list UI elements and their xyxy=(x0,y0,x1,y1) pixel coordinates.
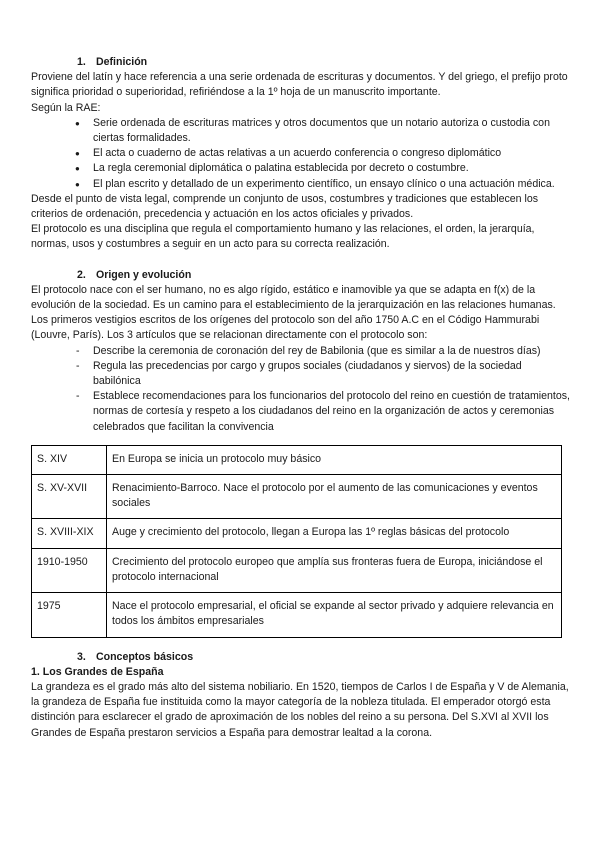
list-item: ● El plan escrito y detallado de un experimento científico, un ensayo clínico o una actuación médica. xyxy=(31,177,571,192)
paragraph: El protocolo es una disciplina que regula el comportamiento humano y las relaciones, el orden, la jerarquía, normas, usos y costumbres a seguir en un acto para su correcta realización. xyxy=(31,223,535,251)
table-cell-description: En Europa se inicia un protocolo muy básico xyxy=(107,445,562,474)
list-item: ● Serie ordenada de escrituras matrices y otros documentos que un notario autoriza o custodia con ciertas formalidades. xyxy=(31,116,571,146)
table-cell-description: Crecimiento del protocolo europeo que amplía sus fronteras fuera de Europa, iniciándose el protocolo internacional xyxy=(107,548,562,592)
list-item: ● La regla ceremonial diplomática o palatina establecida por decreto o costumbre. xyxy=(31,161,571,176)
table-row xyxy=(32,548,562,592)
paragraph: Desde el punto de vista legal, comprende un conjunto de usos, costumbres y tradiciones que establecen los criterios de ordenación, precedencia y actuación en los actos oficiales y privados. xyxy=(31,192,539,221)
table-cell-description: Nace el protocolo empresarial, el oficial se expande al sector privado y adquiere relevancia en todos los ámbitos empresariales xyxy=(107,593,562,637)
table-row xyxy=(32,445,562,474)
table-row xyxy=(32,593,562,637)
section-number: 1. xyxy=(77,56,86,68)
table-cell-period: S. XVIII-XIX xyxy=(32,519,107,548)
table-cell-period: 1910-1950 xyxy=(32,548,107,592)
list-item: ● El acta o cuaderno de actas relativas a un acuerdo conferencia o congreso diplomático xyxy=(31,146,571,161)
section-heading-origen xyxy=(31,268,571,283)
section-heading-definicion xyxy=(31,55,571,70)
document-page xyxy=(31,55,571,741)
subsection-title: 1. Los Grandes de España xyxy=(31,665,164,678)
paragraph: El protocolo nace con el ser humano, no es algo rígido, estático e inamovible ya que se adapta en f(x) de la evolución de la sociedad. Es un camino para el establecimiento de la jerarquización en las relaciones humanas. xyxy=(31,283,556,312)
table-cell-period: S. XV-XVII xyxy=(32,475,107,519)
list-item: - Describe la ceremonia de coronación del rey de Babilonia (que es similar a la de nuestros días) xyxy=(31,344,571,359)
section-number: 3. xyxy=(77,650,86,663)
table-cell-period: S. XIV xyxy=(32,445,107,474)
table-cell-description: Auge y crecimiento del protocolo, llegan a Europa las 1º reglas básicas del protocolo xyxy=(107,519,562,548)
paragraph: Proviene del latín y hace referencia a una serie ordenada de escrituras y documentos. Y del griego, el prefijo proto significa prioridad o superioridad, refiriéndose a la 1º hoja de un manuscrito importante. xyxy=(31,71,568,99)
section-title: Definición xyxy=(95,56,148,68)
table-cell-period: 1975 xyxy=(32,593,107,637)
rae-bullet-list xyxy=(31,116,571,192)
table-row xyxy=(32,519,562,548)
paragraph: La grandeza es el grado más alto del sistema nobiliario. En 1520, tiempos de Carlos I de España y V de Alemania, la grandeza de España fue instituida como la mayor categoría de la nobleza titulada. El emperador otorgó esta distinción para esclarecer el grado de aproximación de los nobles del reino a su persona. Del S.XVI al XVII los Grandes de España prestaron servicios a España para demostrar lealtad a la corona. xyxy=(31,680,569,739)
section-number: 2. xyxy=(77,268,86,281)
list-item: - Regula las precedencias por cargo y grupos sociales (ciudadanos y siervos) de la sociedad babilónica xyxy=(31,359,571,389)
hammurabi-dash-list xyxy=(31,344,571,435)
timeline-table xyxy=(31,445,562,638)
table-cell-description: Renacimiento-Barroco. Nace el protocolo por el aumento de las comunicaciones y eventos sociales xyxy=(107,475,562,519)
list-item: - Establece recomendaciones para los funcionarios del protocolo del reino en cuestión de tratamientos, normas de cortesía y respeto a los ciudadanos del reino en la organización de actos y ceremonias celebrados que facilitan la convivencia xyxy=(31,389,571,435)
section-heading-conceptos xyxy=(31,650,571,665)
paragraph: Los primeros vestigios escritos de los orígenes del protocolo son del año 1750 A.C en el Código Hammurabi (Louvre, París). Los 3 artículos que se relacionan directamente con el protocolo son: xyxy=(31,314,540,342)
table-row xyxy=(32,475,562,519)
rae-label: Según la RAE: xyxy=(31,101,101,114)
section-title: Origen y evolución xyxy=(95,268,192,281)
section-title: Conceptos básicos xyxy=(95,650,194,663)
